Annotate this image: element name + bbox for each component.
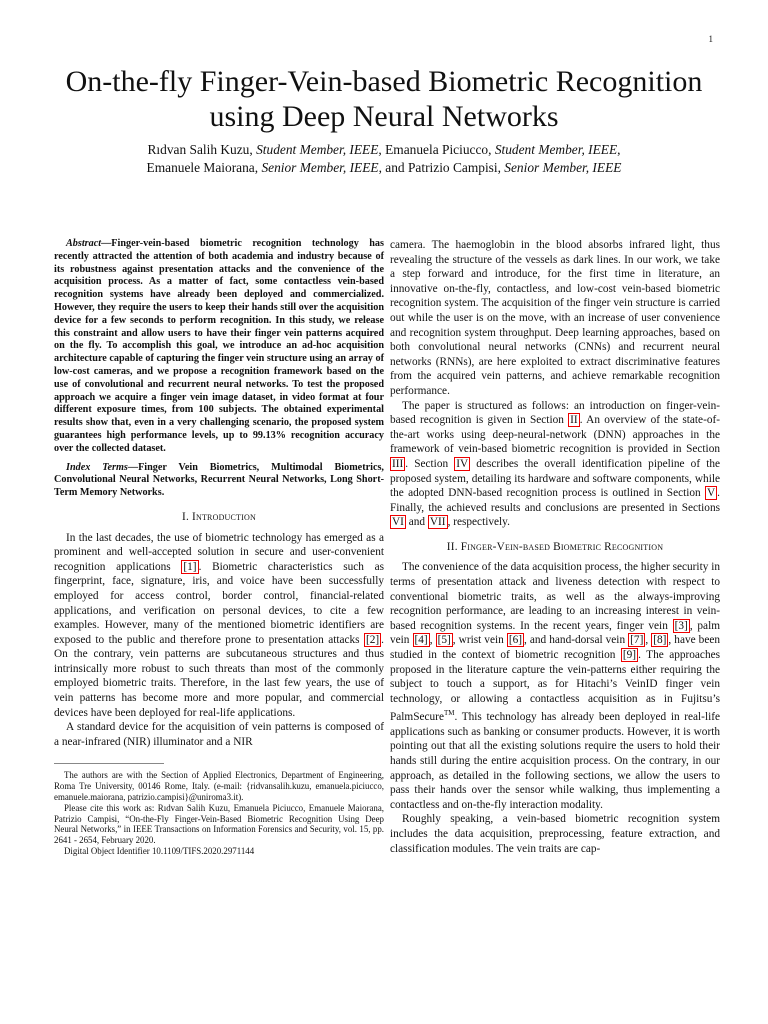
intro-paragraph-2: A standard device for the acquisition of vein patterns is composed of a near-infrared (NIR) illuminator and a NIR (54, 721, 384, 748)
text-run: , wrist vein (452, 634, 507, 647)
citation-link[interactable]: [5] (437, 634, 451, 647)
abstract-text: —Finger-vein-based biometric recognition technology has recently attracted the attention of both academia and industry because of its robustness against presentation attacks and the convenience of the acquisition process. As a matter of fact, some contactless vein-based recognition systems have already been deployed and commercialized. However, they require the users to keep their hands still over the acquisition device for a few seconds to perform recognition. In this study, we release this constraint and allow users to have their finger vein patterns acquired on the fly. To accomplish this goal, we introduce an ad-hoc acquisition architecture capable of capturing the finger vein structure using an array of low-cost cameras, and we propose a recognition framework based on the use of convolutional and recurrent neural networks. To test the proposed approach we acquire a finger vein image dataset, in video format at four different exposure times, from 100 subjects. The obtained experimental results show that, even in a very challenging scenario, the proposed system guarantees high performance levels, up to 99.13% recognition accuracy over the collected dataset. (54, 238, 384, 454)
author-role: Senior Member, IEEE (504, 160, 622, 175)
section-heading-introduction: I. Introduction (182, 510, 256, 523)
author-line-2 (40, 159, 728, 177)
left-column (54, 238, 384, 857)
intro-paragraph-1 (54, 531, 384, 721)
footnote-citation: Please cite this work as: Rıdvan Salih Kuzu, Emanuela Piciucco, Emanuele Maiorana, Patrizio Campisi, “On-the-Fly Finger-Vein-Based Biometric Recognition Using Deep Neural Networks,” in IEEE Transactions on Information Forensics and Security, vol. 15, pp. 2641 - 2654, February 2020. (54, 802, 384, 846)
text-run: , and hand-dorsal vein (524, 634, 629, 647)
index-terms (54, 462, 384, 500)
text-run: . This technology has already been deployed in real-life applications such as banking or consumer products. However, it is worth pointing out that all the existing solutions require the users to hold their hands still during the entire acquisition process. On the contrary, in our approach, as detailed in the following sections, we allow the users to pass their hands over the sensor while walking, thus implementing a contactless and on-the-fly interaction modality. (390, 711, 720, 811)
section-heading-finger-vein: II. Finger-Vein-based Biometric Recognition (446, 540, 664, 553)
structure-paragraph (390, 399, 720, 530)
text-run: , (645, 634, 652, 647)
text-run: . Finally, the achieved results and conclusions are presented in Sections (390, 487, 720, 514)
footnotes (54, 770, 384, 856)
section-link[interactable]: III (392, 457, 404, 470)
section-link[interactable]: V (707, 487, 716, 500)
text-run: , respectively. (447, 516, 510, 529)
separator: , (617, 142, 621, 157)
author-list (40, 141, 728, 177)
text-run: . An overview of the state-of-the-art works using deep-neural-network (DNN) approaches in the framework of vein-based biometric recognition is provided in Section (390, 414, 720, 456)
citation-link[interactable]: [6] (508, 634, 523, 647)
section-link[interactable]: VI (392, 516, 404, 529)
text-run: describes the overall identification pipeline of the proposed system, detailing its hardware and software components, while the adopted DNN-based recognition process is outlined in Section (390, 457, 720, 500)
section-link[interactable]: II (570, 414, 578, 427)
text-run: , have been studied in the context of biometric recognition (390, 634, 721, 662)
abstract-label: Abstract (66, 238, 102, 249)
index-terms-text: —Finger Vein Biometrics, Multimodal Biometrics, Convolutional Neural Networks, Recurrent Neural Networks, Long Short-Term Memory Networks. (54, 461, 384, 499)
text-run: The paper is structured as follows: an introduction on finger-vein-based recognition is given in Section (390, 399, 720, 427)
text-run: , (429, 634, 436, 647)
citation-link[interactable]: [8] (653, 634, 667, 647)
intro-paragraph-3: camera. The haemoglobin in the blood absorbs infrared light, thus revealing the structure of the vessels as dark lines. In our work, we take a step forward and introduce, for the first time in literature, an innovative on-the-fly, contactless, and low-cost vein-based biometric recognition system. The acquisition of the finger vein structure is carried out while the user is on the move, with an increase of user convenience and recognition system throughput. Deep learning approaches, based on both convolutional neural networks (CNNs) and recurrent neural networks (RNNs), are here exploited to extract discriminative features from the acquired vein patterns, and achieve remarkable recognition performance. (390, 239, 720, 397)
citation-link[interactable]: [9] (622, 649, 637, 662)
trademark-mark: TM (443, 709, 455, 718)
section-link[interactable]: VII (429, 516, 446, 529)
citation-link[interactable]: [1] (183, 560, 197, 573)
text-run: and (405, 516, 428, 529)
abstract (54, 238, 384, 456)
author-name: , Emanuela Piciucco, (378, 142, 495, 157)
footnote-divider (54, 763, 164, 764)
author-line-1 (40, 141, 728, 159)
citation-link[interactable]: [3] (674, 619, 688, 632)
section-link[interactable]: IV (456, 457, 469, 470)
citation-link[interactable]: [2] (365, 633, 380, 646)
author-name: Rıdvan Salih Kuzu, (147, 142, 257, 157)
footnote-doi: Digital Object Identifier 10.1109/TIFS.2020.2971144 (64, 846, 255, 857)
citation-link[interactable]: [7] (630, 634, 644, 647)
author-role: Senior Member, IEEE (261, 160, 379, 175)
sec2-paragraph-2: Roughly speaking, a vein-based biometric recognition system includes the data acquisition, preprocessing, feature extraction, and classification modules. The vein traits are cap- (390, 813, 720, 855)
text-run: . Section (405, 457, 455, 470)
sec2-paragraph-1 (390, 560, 720, 812)
page-number: 1 (708, 34, 713, 44)
author-role: Student Member, IEEE (256, 142, 379, 157)
text-run: In the last decades, the use of biometric technology has emerged as a prominent and well-accepted solution in secure and user-convenient recognition applications (54, 531, 384, 573)
index-terms-label: Index Terms (66, 461, 128, 473)
author-name: , and Patrizio Campisi, (378, 160, 505, 175)
text-run: . Biometric characteristics such as fingerprint, face, signature, iris, and voice have been successfully employed for access control, border control, financial-related applications, and verification on personal devices, to cite a few examples. However, many of the mentioned biometric identifiers are exposed to the public and therefore prone to presentation attacks (54, 560, 384, 646)
text-run: The convenience of the data acquisition process, the higher security in terms of presentation attack and liveness detection with respect to conventional biometric traits, as well as the always-improving recognition performance, are leading to an increasing interest in vein-based recognition systems. In the recent years, finger vein (390, 561, 720, 632)
author-role: Student Member, IEEE (494, 142, 618, 157)
author-name: Emanuele Maiorana, (146, 160, 262, 175)
citation-link[interactable]: [4] (414, 634, 428, 647)
paper-title: On-the-fly Finger-Vein-based Biometric Recognition using Deep Neural Networks (65, 65, 703, 133)
text-run: , palm vein (390, 619, 720, 647)
text-run: . On the contrary, vein patterns are subcutaneous structures and thus intrinsically more robust to such threats than most of the commonly employed biometric traits. Therefore, in the last few years, the use of vein patterns has become more and more popular, and commercial devices have been deployed for real-life applications. (54, 633, 384, 719)
right-column (390, 238, 720, 856)
footnote-affiliation: The authors are with the Section of Applied Electronics, Department of Engineering, Roma Tre University, 00146 Rome, Italy. (e-mail: {ridvansalih.kuzu, emanuela.piciucco, emanuele.maiorana, patrizio.campisi}@uniroma3.it). (54, 770, 384, 803)
text-run: . The approaches proposed in the literature capture the vein-patterns either requiring the subject to touch a support, as for Hitachi’s VeinID finger vein technology, or allowing a contactless acquisition as in Fujitsu’s PalmSecure (390, 649, 721, 724)
